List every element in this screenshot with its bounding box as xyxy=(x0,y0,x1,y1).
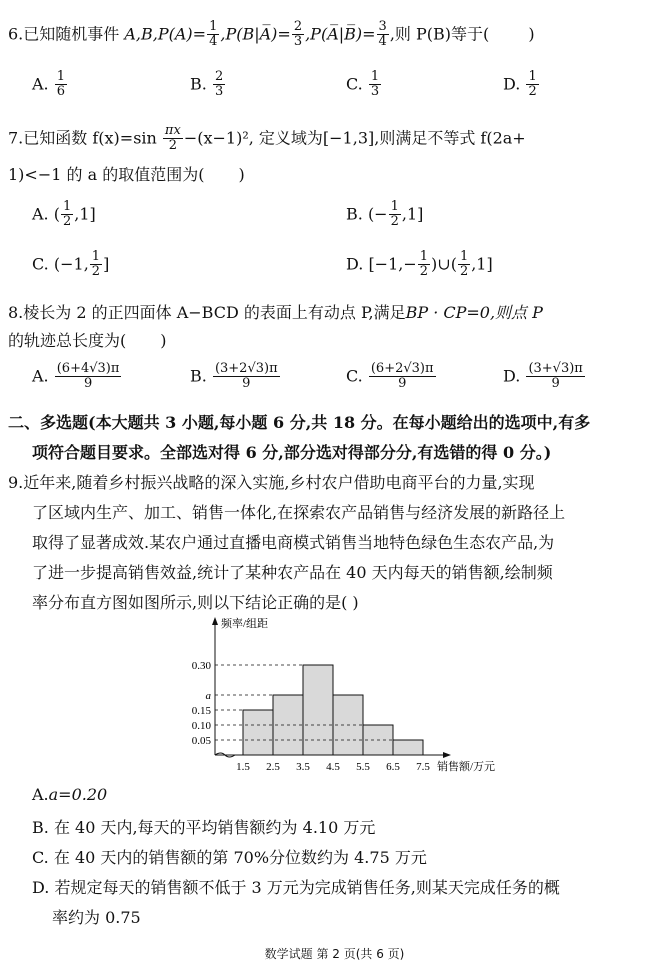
question-9-line4: 了进一步提高销售效益,统计了某种农产品在 40 天内每天的销售额,绘制频 xyxy=(32,563,553,582)
histogram-bar-3 xyxy=(303,665,333,755)
q6-option-b[interactable]: B. $\frac{2}{3}$ xyxy=(190,69,224,100)
x-tick-label-2: 2.5 xyxy=(266,761,280,773)
x-tick-label-4: 4.5 xyxy=(326,761,340,773)
question-number: 6. xyxy=(8,24,24,44)
question-8-stem: 8.棱长为 2 的正四面体 A−BCD 的表面上有动点 P,满足BP · CP=0,则点 P xyxy=(8,303,543,322)
q9-option-d-continued: 率约为 0.75 xyxy=(52,908,141,927)
y-tick-label-1: 0.30 xyxy=(191,660,211,672)
q6-option-d[interactable]: D. $\frac{1}{2}$ xyxy=(503,69,537,100)
question-number: 8. xyxy=(8,303,24,322)
q9-option-d[interactable]: D. 若规定每天的销售额不低于 3 万元为完成销售任务,则某天完成任务的概 xyxy=(32,878,560,897)
q7-option-d[interactable]: D. [−1,− $\frac{1}{2}$ )∪( $\frac{1}{2}$ ,1] xyxy=(346,249,493,280)
q7-option-b[interactable]: B. (− $\frac{1}{2}$ ,1] xyxy=(346,199,424,230)
histogram-bar-6 xyxy=(393,740,423,755)
question-9-line2: 了区域内生产、加工、销售一体化,在探索农产品销售与经济发展的新路径上 xyxy=(32,503,566,522)
fraction: $\frac{3}{4}$ xyxy=(378,19,387,50)
question-7-stem: 7.已知函数 f(x)=sin $\frac{\pi x}{2}$ −(x−1)², 定义域为[−1,3],则满足不等式 f(2a+ xyxy=(8,123,526,154)
y-axis-label: 频率/组距 xyxy=(221,618,269,630)
y-tick-label-3: 0.15 xyxy=(191,705,211,717)
section-header-line2: 项符合题目要求。全部选对得 6 分,部分选对得部分分,有选错的得 0 分。) xyxy=(32,443,552,462)
x-axis-arrow xyxy=(443,752,451,758)
q9-option-b[interactable]: B. 在 40 天内,每天的平均销售额约为 4.10 万元 xyxy=(32,818,376,837)
q8-option-a[interactable]: A. $\frac{(6+4√3)\pi}{9}$ xyxy=(32,361,120,392)
q8-option-c[interactable]: C. $\frac{(6+2√3)\pi}{9}$ xyxy=(346,361,434,392)
question-9-line3: 取得了显著成效.某农户通过直播电商模式销售当地特色绿色生态农产品,为 xyxy=(32,533,555,552)
x-tick-label-6: 6.5 xyxy=(386,761,400,773)
y-tick-label-5: 0.05 xyxy=(191,735,211,747)
question-number: 7. xyxy=(8,128,24,148)
y-tick-label-2: a xyxy=(205,690,211,702)
question-6-stem: 6.已知随机事件 A,B,P(A)= $\frac{1}{4}$ ,P(B|A̅)= $\frac{2}{3}$ ,P(A̅|B̅)= $\frac{3}{4}$ ,则 P(B)等于( ) xyxy=(8,19,535,50)
question-7-line2: 1)<−1 的 a 的取值范围为( ) xyxy=(8,165,245,184)
section-header-line1: 二、多选题(本大题共 3 小题,每小题 6 分,共 18 分。在每小题给出的选项中,有多 xyxy=(8,413,591,432)
y-tick-label-4: 0.10 xyxy=(191,720,211,732)
q6-option-c[interactable]: C. $\frac{1}{3}$ xyxy=(346,69,380,100)
q7-option-a[interactable]: A. ( $\frac{1}{2}$ ,1] xyxy=(32,199,96,230)
question-number: 9. xyxy=(8,473,24,492)
q7-option-c[interactable]: C. (−1, $\frac{1}{2}$ ] xyxy=(32,249,110,280)
x-tick-label-7: 7.5 xyxy=(416,761,430,773)
question-9-line1: 9.近年来,随着乡村振兴战略的深入实施,乡村农户借助电商平台的力量,实现 xyxy=(8,473,535,492)
page-footer: 数学试题 第 2 页(共 6 页) xyxy=(264,947,405,961)
fraction: $\frac{2}{3}$ xyxy=(293,19,303,50)
fraction: $\frac{1}{4}$ xyxy=(209,19,218,50)
histogram-bar-1 xyxy=(243,710,273,755)
q6-option-a[interactable]: A. $\frac{1}{6}$ xyxy=(32,69,66,100)
x-tick-label-5: 5.5 xyxy=(356,761,370,773)
frequency-histogram xyxy=(175,615,515,780)
question-8-line2: 的轨迹总长度为( ) xyxy=(8,331,167,350)
q8-option-b[interactable]: B. $\frac{(3+2√3)\pi}{9}$ xyxy=(190,361,278,392)
question-9-line5: 率分布直方图如图所示,则以下结论正确的是( ) xyxy=(32,593,359,612)
x-tick-label-3: 3.5 xyxy=(296,761,310,773)
x-axis-label: 销售额/万元 xyxy=(437,761,496,773)
x-tick-label-1: 1.5 xyxy=(236,761,250,773)
q9-option-c[interactable]: C. 在 40 天内的销售额的第 70%分位数约为 4.75 万元 xyxy=(32,848,427,867)
q9-option-a[interactable]: A.a=0.20 xyxy=(32,785,108,804)
q8-option-d[interactable]: D. $\frac{(3+√3)\pi}{9}$ xyxy=(503,361,583,392)
y-axis-arrow xyxy=(212,617,218,625)
